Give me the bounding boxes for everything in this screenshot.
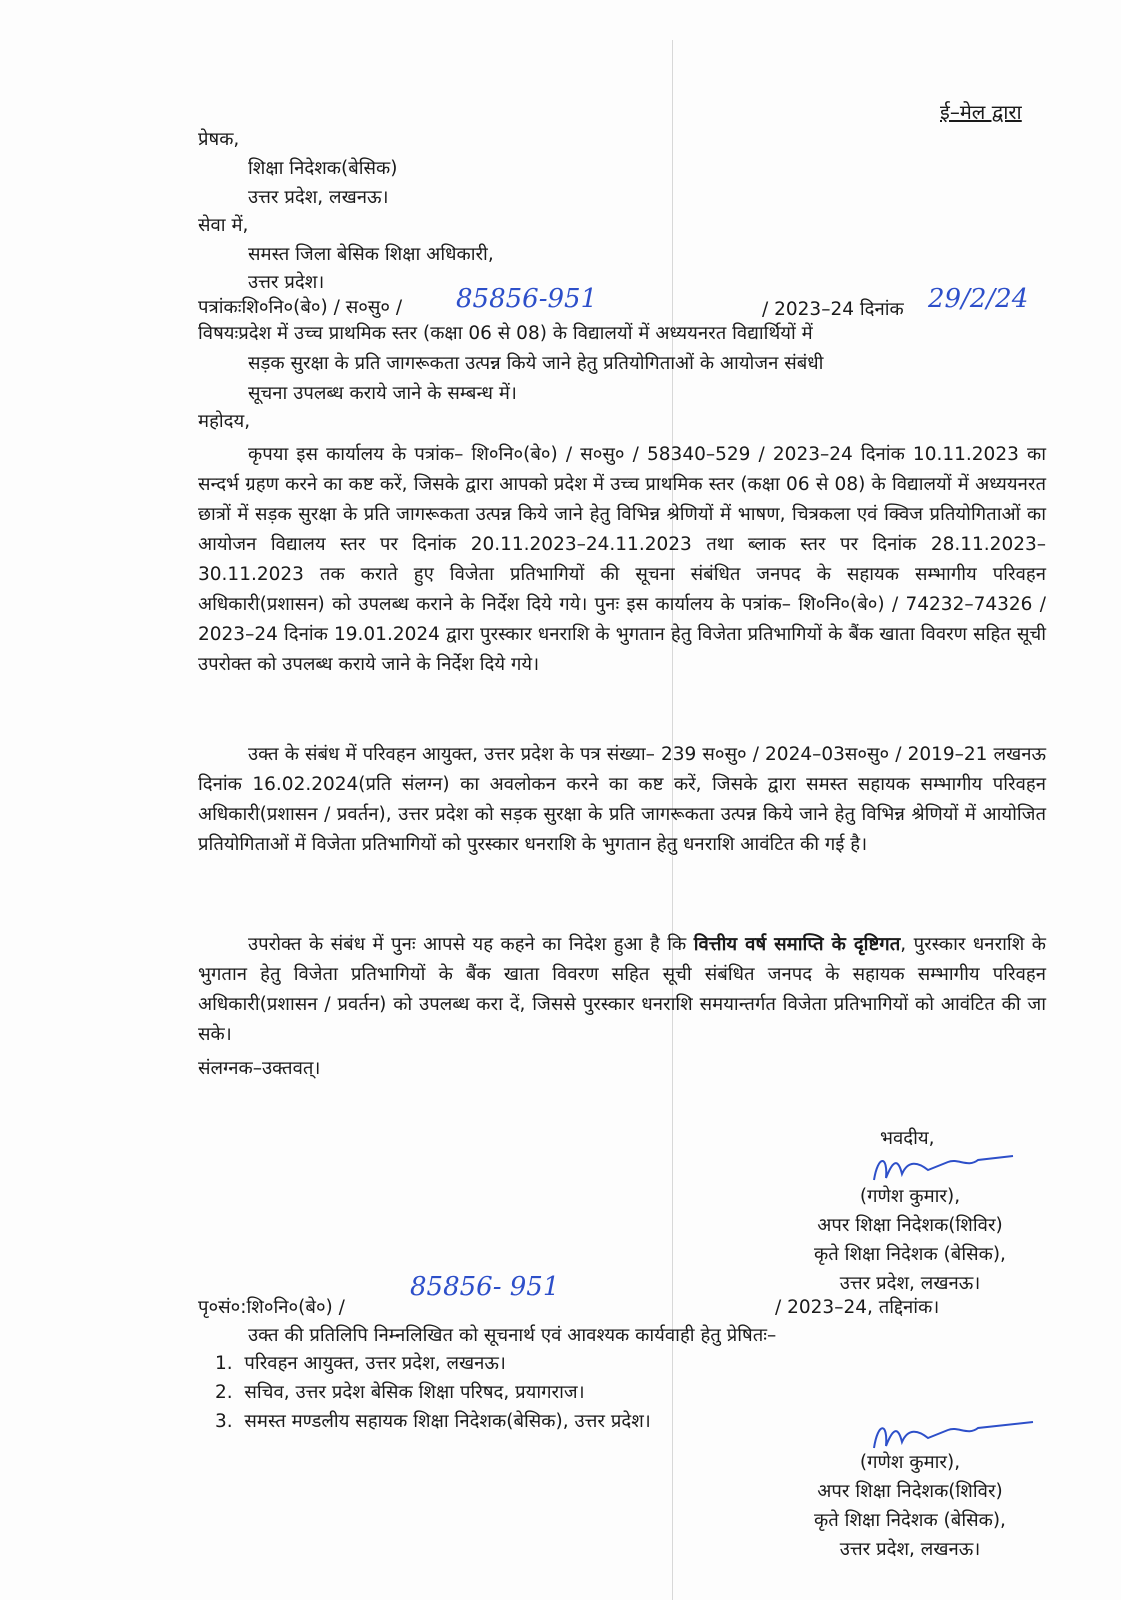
recipient-line2: उत्तर प्रदेश। <box>248 272 325 293</box>
signature-block-1 <box>780 1182 1040 1298</box>
closing: भवदीय, <box>880 1128 935 1149</box>
copy-item-2-text: सचिव, उत्तर प्रदेश बेसिक शिक्षा परिषद, प्रयागराज। <box>244 1382 585 1403</box>
subject-line1: विषयःप्रदेश में उच्च प्राथमिक स्तर (कक्षा 06 से 08) के विद्यालयों में अध्ययनरत विद्यार्थियों में <box>198 323 813 344</box>
signatory-place: उत्तर प्रदेश, लखनऊ। <box>839 1273 981 1294</box>
copy-year-date: / 2023–24, तद्दिनांक। <box>775 1297 940 1318</box>
salutation: महोदय, <box>198 411 251 432</box>
para3-start: उपरोक्त के संबंध में पुनः आपसे यह कहने का निदेश हुआ है कि <box>248 934 687 955</box>
copy-item-2: 2. सचिव, उत्तर प्रदेश बेसिक शिक्षा परिषद, प्रयागराज। <box>215 1382 585 1403</box>
subject-line2: सड़क सुरक्षा के प्रति जागरूकता उत्पन्न किये जाने हेतु प्रतियोगिताओं के आयोजन संबंधी <box>248 353 824 374</box>
reference-year-date: / 2023–24 दिनांक <box>762 299 904 320</box>
signatory-name: (गणेश कुमार), <box>859 1452 961 1473</box>
signatory-for: कृते शिक्षा निदेशक (बेसिक), <box>814 1510 1006 1531</box>
sender-line2: उत्तर प्रदेश, लखनऊ। <box>248 187 389 208</box>
body-paragraph-2: उक्त के संबंध में परिवहन आयुक्त, उत्तर प्रदेश के पत्र संख्या– 239 स०सु० / 2024–03स०सु० / 2019–21 लखनऊ दिनांक 16.02.2024(प्रति संलग्न) का अवलोकन करने का कष्ट करें, जिसके द्वारा समस्त सहायक सम्भागीय परिवहन अधिकारी(प्रशासन / प्रवर्तन), उत्तर प्रदेश को सड़क सुरक्षा के प्रति जागरूकता उत्पन्न किये जाने हेतु विभिन्न श्रेणियों में आयोजित प्रतियोगिताओं में विजेता प्रतिभागियों को पुरस्कार धनराशि के भुगतान हेतु धनराशि आवंटित की गई है। <box>198 744 1046 855</box>
recipient-line1: समस्त जिला बेसिक शिक्षा अधिकारी, <box>248 244 494 265</box>
handwritten-ref-number: 85856-951 <box>456 284 598 314</box>
copy-ref-prefix: पृ०सं०:शि०नि०(बे०) / <box>198 1297 345 1318</box>
sender-line1: शिक्षा निदेशक(बेसिक) <box>248 158 398 179</box>
signature-block-2 <box>780 1448 1040 1564</box>
para3-bold: वित्तीय वर्ष समाप्ति के दृष्टिगत <box>693 934 901 955</box>
enclosure: संलग्नक–उक्तवत्। <box>198 1058 321 1079</box>
body-paragraph-3 <box>198 930 1046 1050</box>
body-paragraph-1: कृपया इस कार्यालय के पत्रांक– शि०नि०(बे०) / स०सु० / 58340–529 / 2023–24 दिनांक 10.11.2023 का सन्दर्भ ग्रहण करने का कष्ट करें, जिसके द्वारा आपको प्रदेश में उच्च प्राथमिक स्तर (कक्षा 06 से 08) के विद्यालयों में अध्ययनरत छात्रों में सड़क सुरक्षा के प्रति जागरूकता उत्पन्न किये जाने हेतु विभिन्न श्रेणियों में भाषण, चित्रकला एवं क्विज प्रतियोगिताओं का आयोजन विद्यालय स्तर पर दिनांक 20.11.2023–24.11.2023 तथा ब्लाक स्तर पर दिनांक 28.11.2023–30.11.2023 तक कराते हुए विजेता प्रतिभागियों की सूचना संबंधित जनपद के सहायक सम्भागीय परिवहन अधिकारी(प्रशासन) को उपलब्ध कराने के निर्देश दिये गये। पुनः इस कार्यालय के पत्रांक– शि०नि०(बे०) / 74232–74326 / 2023–24 दिनांक 19.01.2024 द्वारा पुरस्कार धनराशि के भुगतान हेतु विजेता प्रतिभागियों के बैंक खाता विवरण सहित सूची उपरोक्त को उपलब्ध कराये जाने के निर्देश दिये गये। <box>198 444 1046 675</box>
signatory-for: कृते शिक्षा निदेशक (बेसिक), <box>814 1244 1006 1265</box>
copy-intro: उक्त की प्रतिलिपि निम्नलिखित को सूचनार्थ एवं आवश्यक कार्यवाही हेतु प्रेषितः– <box>248 1325 777 1346</box>
signatory-designation: अपर शिक्षा निदेशक(शिविर) <box>817 1481 1003 1502</box>
copy-item-1-text: परिवहन आयुक्त, उत्तर प्रदेश, लखनऊ। <box>244 1353 506 1374</box>
copy-item-1: 1. परिवहन आयुक्त, उत्तर प्रदेश, लखनऊ। <box>215 1353 506 1374</box>
reference-prefix: पत्रांकःशि०नि०(बे०) / स०सु० / <box>198 297 403 318</box>
copy-item-3-text: समस्त मण्डलीय सहायक शिक्षा निदेशक(बेसिक), उत्तर प्रदेश। <box>244 1411 651 1432</box>
copy-handwritten-number: 85856- 951 <box>410 1272 560 1302</box>
signatory-designation: अपर शिक्षा निदेशक(शिविर) <box>817 1215 1003 1236</box>
signatory-place: उत्तर प्रदेश, लखनऊ। <box>839 1539 981 1560</box>
handwritten-date: 29/2/24 <box>928 284 1029 314</box>
sender-label: प्रेषक, <box>198 129 240 150</box>
recipient-label: सेवा में, <box>198 215 249 236</box>
delivery-mode: ई–मेल द्वारा <box>940 100 1022 124</box>
subject-line3: सूचना उपलब्ध कराये जाने के सम्बन्ध में। <box>248 383 517 404</box>
para3-end: , पुरस्कार धनराशि के भुगतान हेतु विजेता प्रतिभागियों के बैंक खाता विवरण सहित सूची संबंधित जनपद के सहायक सम्भागीय परिवहन अधिकारी(प्रशासन / प्रवर्तन) को उपलब्ध करा दें, जिससे पुरस्कार धनराशि समयान्तर्गत विजेता प्रतिभागियों को आवंटित की जा सके। <box>198 934 1046 1045</box>
copy-item-3: 3. समस्त मण्डलीय सहायक शिक्षा निदेशक(बेसिक), उत्तर प्रदेश। <box>215 1411 651 1432</box>
signatory-name: (गणेश कुमार), <box>859 1186 961 1207</box>
